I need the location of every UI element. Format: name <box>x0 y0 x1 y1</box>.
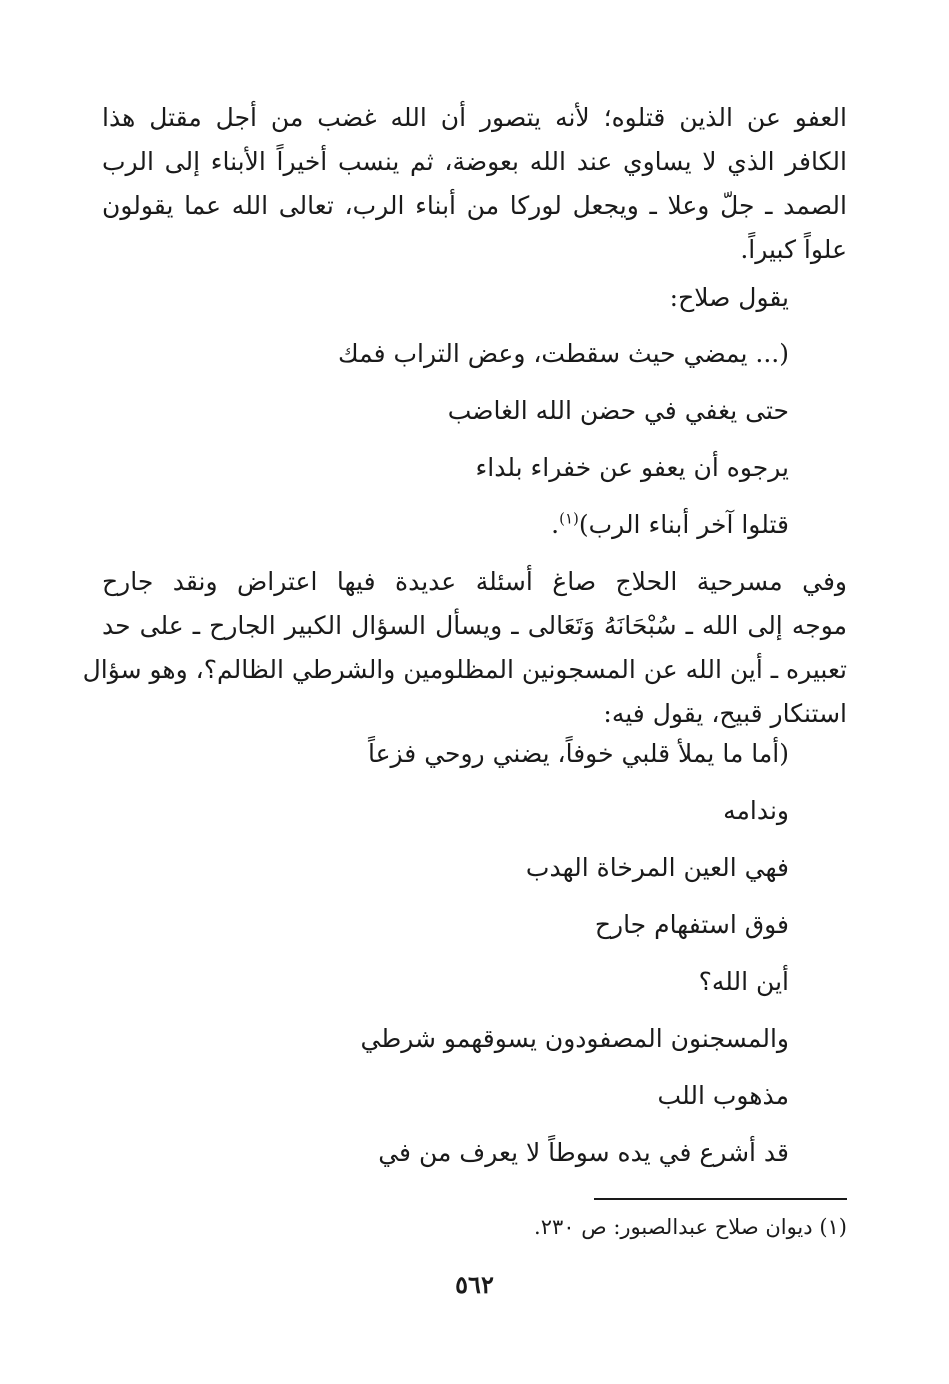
paragraph-line: علواً كبيراً. <box>740 235 847 264</box>
footnote-number: (١) <box>819 1215 847 1239</box>
verse-line: أين الله؟ <box>698 967 789 996</box>
quote-intro-text: يقول صلاح: <box>669 283 789 312</box>
verse-line: فوق استفهام جارح <box>594 910 789 939</box>
page-number: ٥٦٢ <box>455 1270 494 1299</box>
verse-line: والمسجنون المصفودون يسوقهمو شرطي <box>360 1024 789 1053</box>
paragraph-line: تعبيره ـ أين الله عن المسجونين المظلومين والشرطي الظالم؟، وهو سؤال <box>82 655 847 684</box>
verse-line: (أما ما يملأ قلبي خوفاً، يضني روحي فزعاً <box>367 739 789 768</box>
paragraph-intro <box>102 96 847 272</box>
verse-line: قتلوا آخر أبناء الرب)$^{(١)}$. <box>551 509 789 539</box>
quote-end-punctuation: . <box>551 510 560 539</box>
verse-line: قد أشرع في يده سوطاً لا يعرف من في <box>378 1138 789 1167</box>
footnote <box>534 1212 847 1242</box>
verse-line: مذهوب اللب <box>657 1081 789 1110</box>
verse-line: وندامه <box>723 796 789 825</box>
paragraph-line: استنكار قبيح، يقول فيه: <box>603 699 847 728</box>
verse-line: (... يمضي حيث سقطت، وعض التراب فمك <box>338 339 789 368</box>
paragraph-line: الصمد ـ جلّ وعلا ـ ويجعل لوركا من أبناء الرب، تعالى الله عما يقولون <box>102 191 847 220</box>
verse-line: فهي العين المرخاة الهدب <box>525 853 789 882</box>
footnote-text: ديوان صلاح عبدالصبور: ص ٢٣٠. <box>534 1215 813 1239</box>
paragraph-line: الكافر الذي لا يساوي عند الله بعوضة، ثم ينسب أخيراً الأبناء إلى الرب <box>102 147 847 176</box>
footnote-divider <box>594 1198 847 1200</box>
paragraph-line: موجه إلى الله ـ سُبْحَانَهُ وَتَعَالى ـ ويسأل السؤال الكبير الجارح ـ على حد <box>102 611 847 640</box>
quote-intro <box>189 276 789 320</box>
verse-line: حتى يغفي في حضن الله الغاضب <box>447 396 789 425</box>
footnote-reference: (١) <box>559 509 579 528</box>
paragraph-line: وفي مسرحية الحلاج صاغ أسئلة عديدة فيها اعتراض ونقد جارح <box>102 567 847 596</box>
verse-line: يرجوه أن يعفو عن خفراء بلداء <box>475 453 789 482</box>
paragraph-hallaj <box>82 560 847 736</box>
paragraph-line: العفو عن الذين قتلوه؛ لأنه يتصور أن الله غضب من أجل مقتل هذا <box>102 103 847 132</box>
